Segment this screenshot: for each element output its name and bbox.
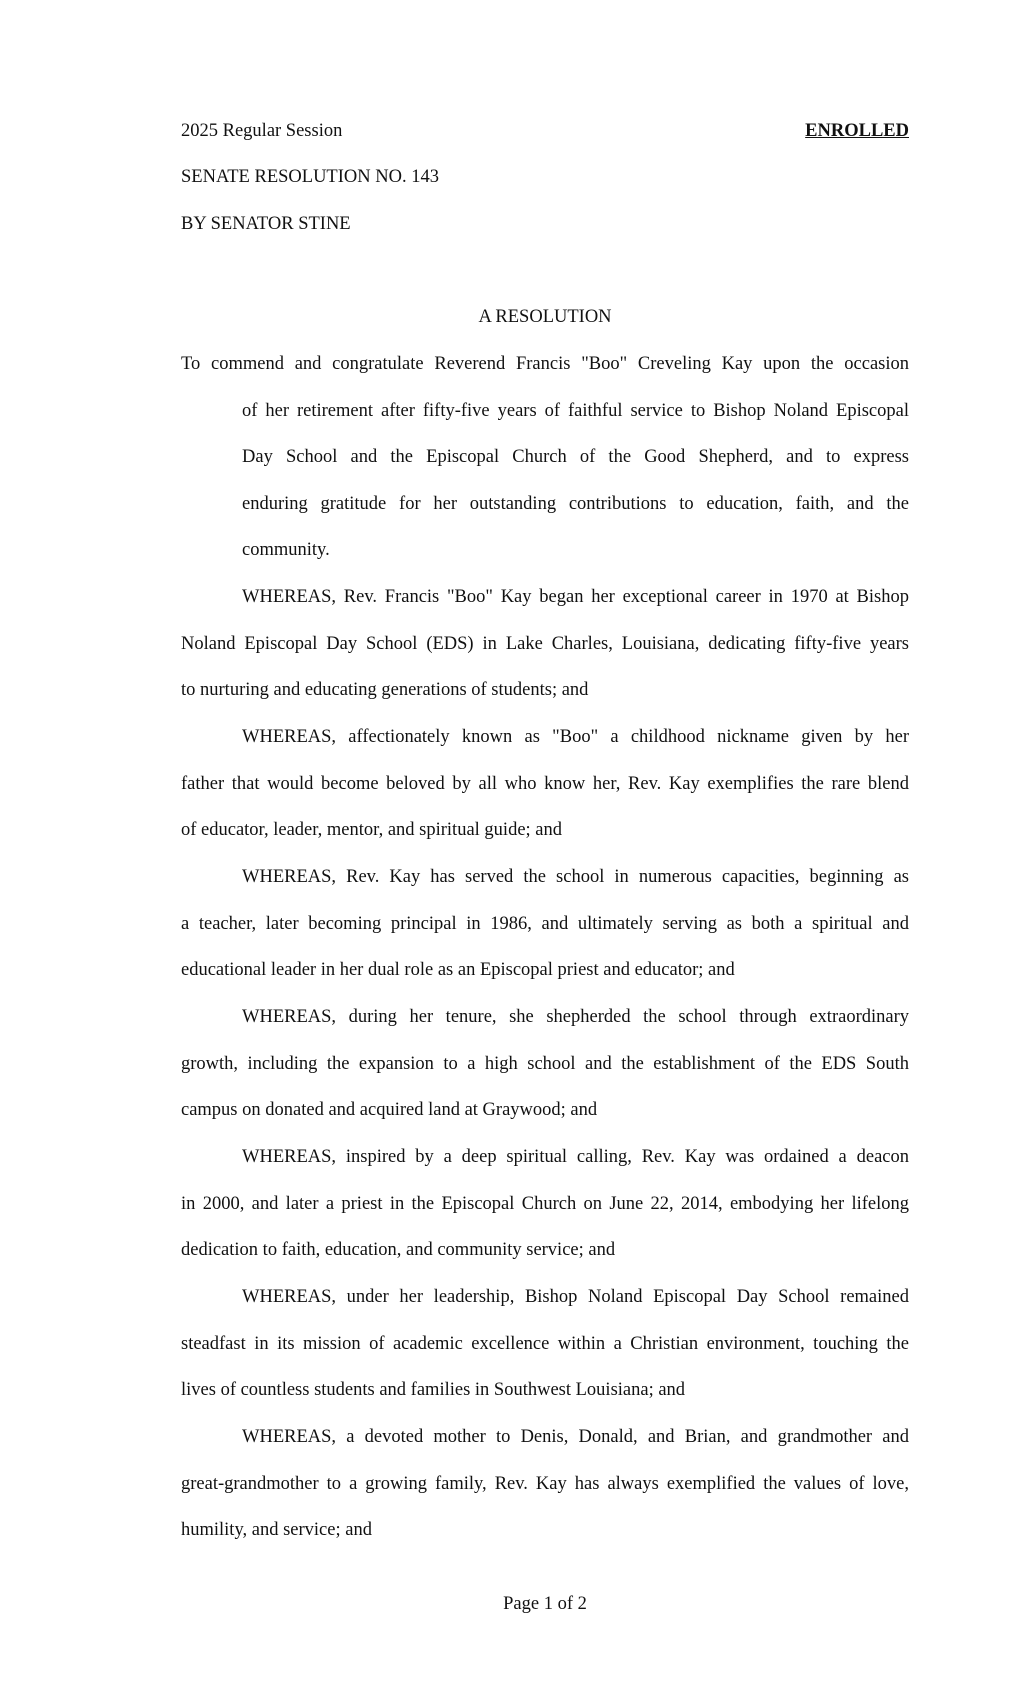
resolution-number: SENATE RESOLUTION NO. 143 <box>181 167 439 187</box>
session-label: 2025 Regular Session <box>181 121 343 141</box>
body-line: lives of countless students and families in Southwest Louisiana; and <box>181 1380 686 1400</box>
body-line: father that would become beloved by all who know her, Rev. Kay exemplifies the rare blend <box>181 774 909 794</box>
body-line: of her retirement after fifty-five years of faithful service to Bishop Noland Episcopal <box>242 401 909 421</box>
body-line: humility, and service; and <box>181 1520 372 1540</box>
body-line: in 2000, and later a priest in the Episcopal Church on June 22, 2014, embodying her lifelong <box>181 1194 909 1214</box>
body-line: steadfast in its mission of academic excellence within a Christian environment, touching the <box>181 1334 909 1354</box>
body-line: community. <box>242 540 330 560</box>
body-line: to nurturing and educating generations of students; and <box>181 680 589 700</box>
body-line: WHEREAS, affectionately known as "Boo" a childhood nickname given by her <box>242 727 909 747</box>
body-line: great-grandmother to a growing family, Rev. Kay has always exemplified the values of love, <box>181 1474 909 1494</box>
body-line: WHEREAS, Rev. Kay has served the school in numerous capacities, beginning as <box>242 867 909 887</box>
body-line: WHEREAS, under her leadership, Bishop Noland Episcopal Day School remained <box>242 1287 909 1307</box>
body-line: Day School and the Episcopal Church of the Good Shepherd, and to express <box>242 447 909 467</box>
sponsor-line: BY SENATOR STINE <box>181 214 351 234</box>
document-title: A RESOLUTION <box>478 307 612 327</box>
body-line: growth, including the expansion to a high school and the establishment of the EDS South <box>181 1054 909 1074</box>
body-line: Noland Episcopal Day School (EDS) in Lake Charles, Louisiana, dedicating fifty-five years <box>181 634 909 654</box>
body-line: of educator, leader, mentor, and spiritual guide; and <box>181 820 563 840</box>
body-line: dedication to faith, education, and community service; and <box>181 1240 616 1260</box>
enrolled-status: ENROLLED <box>805 121 909 141</box>
body-line: WHEREAS, a devoted mother to Denis, Donald, and Brian, and grandmother and <box>242 1427 909 1447</box>
body-line: educational leader in her dual role as an Episcopal priest and educator; and <box>181 960 735 980</box>
body-line: a teacher, later becoming principal in 1986, and ultimately serving as both a spiritual and <box>181 914 909 934</box>
body-line: WHEREAS, during her tenure, she shepherded the school through extraordinary <box>242 1007 909 1027</box>
body-line: WHEREAS, Rev. Francis "Boo" Kay began her exceptional career in 1970 at Bishop <box>242 587 909 607</box>
page-number: Page 1 of 2 <box>503 1594 587 1614</box>
body-line: WHEREAS, inspired by a deep spiritual calling, Rev. Kay was ordained a deacon <box>242 1147 909 1167</box>
body-line: To commend and congratulate Reverend Francis "Boo" Creveling Kay upon the occasion <box>181 354 909 374</box>
body-line: campus on donated and acquired land at Graywood; and <box>181 1100 598 1120</box>
header-row <box>181 121 909 142</box>
body-line: enduring gratitude for her outstanding contributions to education, faith, and the <box>242 494 909 514</box>
